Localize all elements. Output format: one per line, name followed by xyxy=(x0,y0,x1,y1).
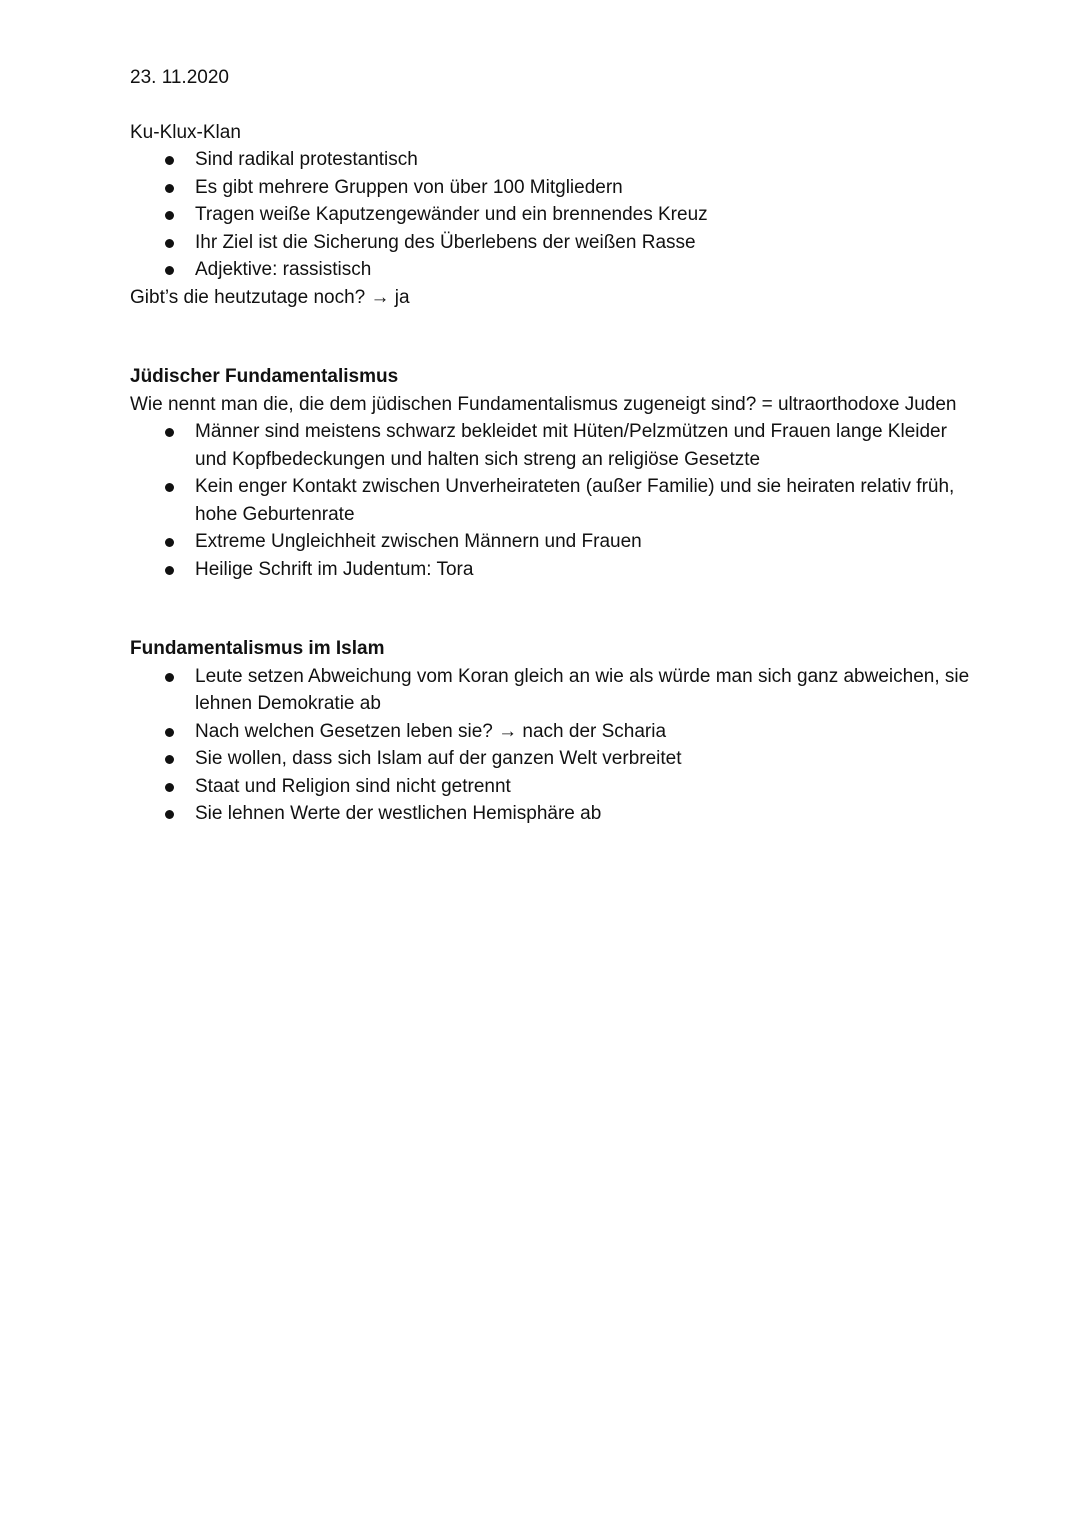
section-title-jewish: Jüdischer Fundamentalismus xyxy=(130,366,399,387)
bullet-icon xyxy=(165,428,174,437)
section-title-islam: Fundamentalismus im Islam xyxy=(130,638,385,659)
list-item: Ihr Ziel ist die Sicherung des Überlebens der weißen Rasse xyxy=(130,229,970,257)
list-item: Sie wollen, dass sich Islam auf der ganzen Welt verbreitet xyxy=(130,745,970,773)
list-item: Extreme Ungleichheit zwischen Männern und Frauen xyxy=(130,528,970,556)
list-item: Kein enger Kontakt zwischen Unverheirateten (außer Familie) und sie heiraten relativ früh, hohe Geburtenrate xyxy=(130,473,970,528)
date: 23. 11.2020 xyxy=(130,67,229,88)
kkk-question: Gibt’s die heutzutage noch? → ja xyxy=(130,286,410,308)
section-kkk xyxy=(130,119,970,312)
bullet-icon xyxy=(165,239,174,248)
bullet-icon xyxy=(165,483,174,492)
bullet-icon xyxy=(165,211,174,220)
list-item: Leute setzen Abweichung vom Koran gleich an wie als würde man sich ganz abweichen, sie lehnen Demokratie ab xyxy=(130,663,970,718)
list-item: Staat und Religion sind nicht getrennt xyxy=(130,773,970,801)
list-item: Männer sind meistens schwarz bekleidet mit Hüten/Pelzmützen und Frauen lange Kleider und Kopfbedeckungen und halten sich streng an religiöse Gesetzte xyxy=(130,418,970,473)
bullet-icon xyxy=(165,538,174,547)
list-item: Adjektive: rassistisch xyxy=(130,256,970,284)
bullet-icon xyxy=(165,566,174,575)
section-title-kkk: Ku-Klux-Klan xyxy=(130,121,241,143)
bullet-icon xyxy=(165,156,174,165)
kkk-list xyxy=(130,146,970,284)
spacer xyxy=(130,311,970,363)
section-jewish xyxy=(130,363,970,583)
list-item: Tragen weiße Kaputzengewänder und ein brennendes Kreuz xyxy=(130,201,970,229)
list-item: Sind radikal protestantisch xyxy=(130,146,970,174)
list-item: Sie lehnen Werte der westlichen Hemisphäre ab xyxy=(130,800,970,828)
spacer xyxy=(130,583,970,635)
bullet-icon xyxy=(165,810,174,819)
jewish-list xyxy=(130,418,970,583)
bullet-icon xyxy=(165,673,174,682)
bullet-icon xyxy=(165,783,174,792)
list-item: Heilige Schrift im Judentum: Tora xyxy=(130,556,970,584)
islam-list xyxy=(130,663,970,828)
bullet-icon xyxy=(165,184,174,193)
list-item: Es gibt mehrere Gruppen von über 100 Mitgliedern xyxy=(130,174,970,202)
bullet-icon xyxy=(165,755,174,764)
bullet-icon xyxy=(165,728,174,737)
bullet-icon xyxy=(165,266,174,275)
section-islam xyxy=(130,635,970,828)
document-content xyxy=(130,64,970,828)
list-item: Nach welchen Gesetzen leben sie? → nach der Scharia xyxy=(130,718,970,746)
jewish-intro: Wie nennt man die, die dem jüdischen Fundamentalismus zugeneigt sind? = ultraorthodoxe Juden xyxy=(130,393,957,415)
